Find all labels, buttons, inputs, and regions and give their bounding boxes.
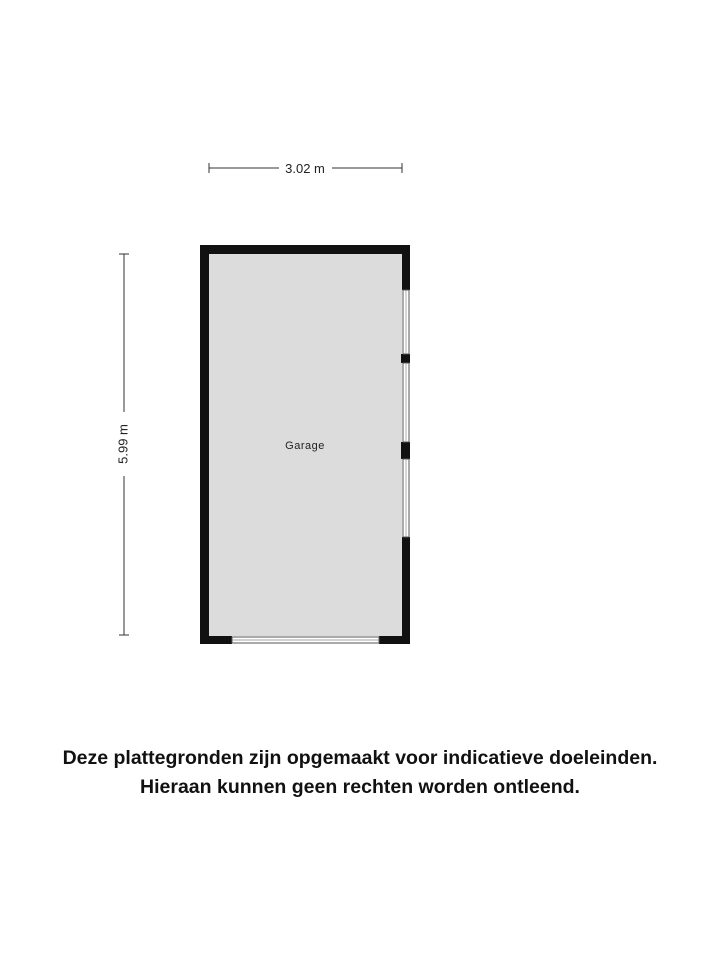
wall-bottom-left bbox=[200, 636, 232, 644]
wall-top bbox=[200, 245, 410, 254]
wall-right-post-1 bbox=[401, 354, 410, 363]
wall-right-top bbox=[402, 245, 410, 290]
wall-left bbox=[200, 245, 209, 644]
disclaimer-line-2: Hieraan kunnen geen rechten worden ontleend. bbox=[140, 776, 580, 798]
width-dimension bbox=[209, 161, 402, 176]
room-label-garage: Garage bbox=[285, 440, 325, 452]
wall-right-bottom bbox=[402, 537, 410, 644]
width-label: 3.02 m bbox=[285, 161, 325, 176]
height-dimension bbox=[115, 254, 130, 635]
disclaimer-line-1: Deze plattegronden zijn opgemaakt voor indicatieve doeleinden. bbox=[62, 747, 658, 769]
height-label: 5.99 m bbox=[115, 424, 131, 464]
wall-right-post-2 bbox=[401, 442, 410, 459]
disclaimer bbox=[0, 744, 720, 802]
garage-door bbox=[232, 637, 379, 643]
